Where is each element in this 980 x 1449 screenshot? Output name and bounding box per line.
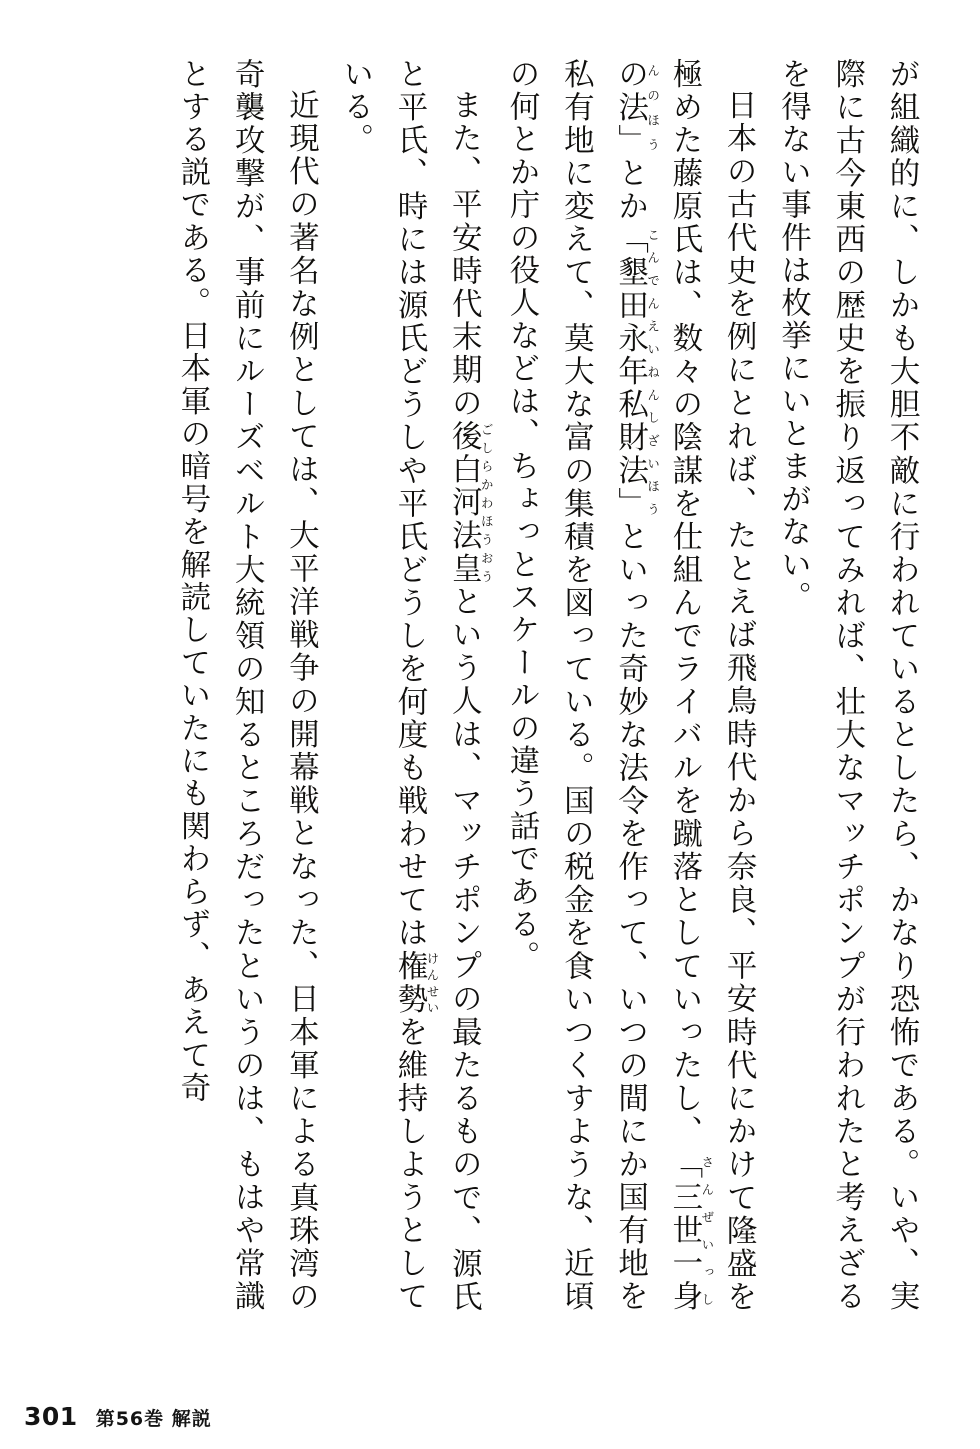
page-body-text bbox=[98, 58, 928, 1313]
running-head: 第56巻 解説 bbox=[95, 1408, 212, 1430]
ruby-konden-einen: 「墾田永年私財法」こんでんえいねんしざいほう bbox=[612, 223, 661, 521]
paragraph-2: 日本の古代史を例にとれば、たとえば飛鳥時代から奈良、平安時代にかけて隆盛を極めた藤原氏は、数々の陰謀を仕組んでライバルを蹴落としていったし、「三世一身の法」さんぜいっしんのほうとか「墾田永年私財法」こんでんえいねんしざいほうといった奇妙な法令を作って、いつの間にか国有地を私有地に変えて、莫大な富の集積を図っている。国の税金を食いつくすような、近頃の何とか庁の役人などは、ちょっとスケールの違う話である。 bbox=[504, 58, 757, 1313]
ruby-goshirakawa: 後白河法皇ごしらかわほうおう bbox=[446, 419, 495, 586]
page-footer bbox=[24, 1402, 212, 1431]
page-number: 301 bbox=[24, 1402, 78, 1431]
ruby-sanzei-isshin: 「三世一身の法」さんぜいっしんのほう bbox=[612, 58, 715, 1313]
paragraph-1: が組織的に、しかも大胆不敵に行われているとしたら、かなり恐怖である。いや、実際に古今東西の歴史を振り返ってみれば、壮大なマッチポンプが行われたと考えざるを得ない事件は枚挙にいとまがない。 bbox=[775, 58, 919, 1313]
ruby-kensei: 権勢けんせい bbox=[391, 949, 440, 1017]
paragraph-3: また、平安時代末期の後白河法皇ごしらかわほうおうという人は、マッチポンプの最たるもので、源氏と平氏、時には源氏どうしや平氏どうしを何度も戦わせては権勢けんせいを維持しようとしている。 bbox=[337, 58, 495, 1314]
paragraph-4: 近現代の著名な例としては、大平洋戦争の開幕戦となった、日本軍による真珠湾の奇襲攻撃が、事前にルーズベルト大統領の知るところだったというのは、もはや常識とする説である。日本軍の暗号を解読していたにも関わらず、あえて奇 bbox=[174, 58, 319, 1313]
